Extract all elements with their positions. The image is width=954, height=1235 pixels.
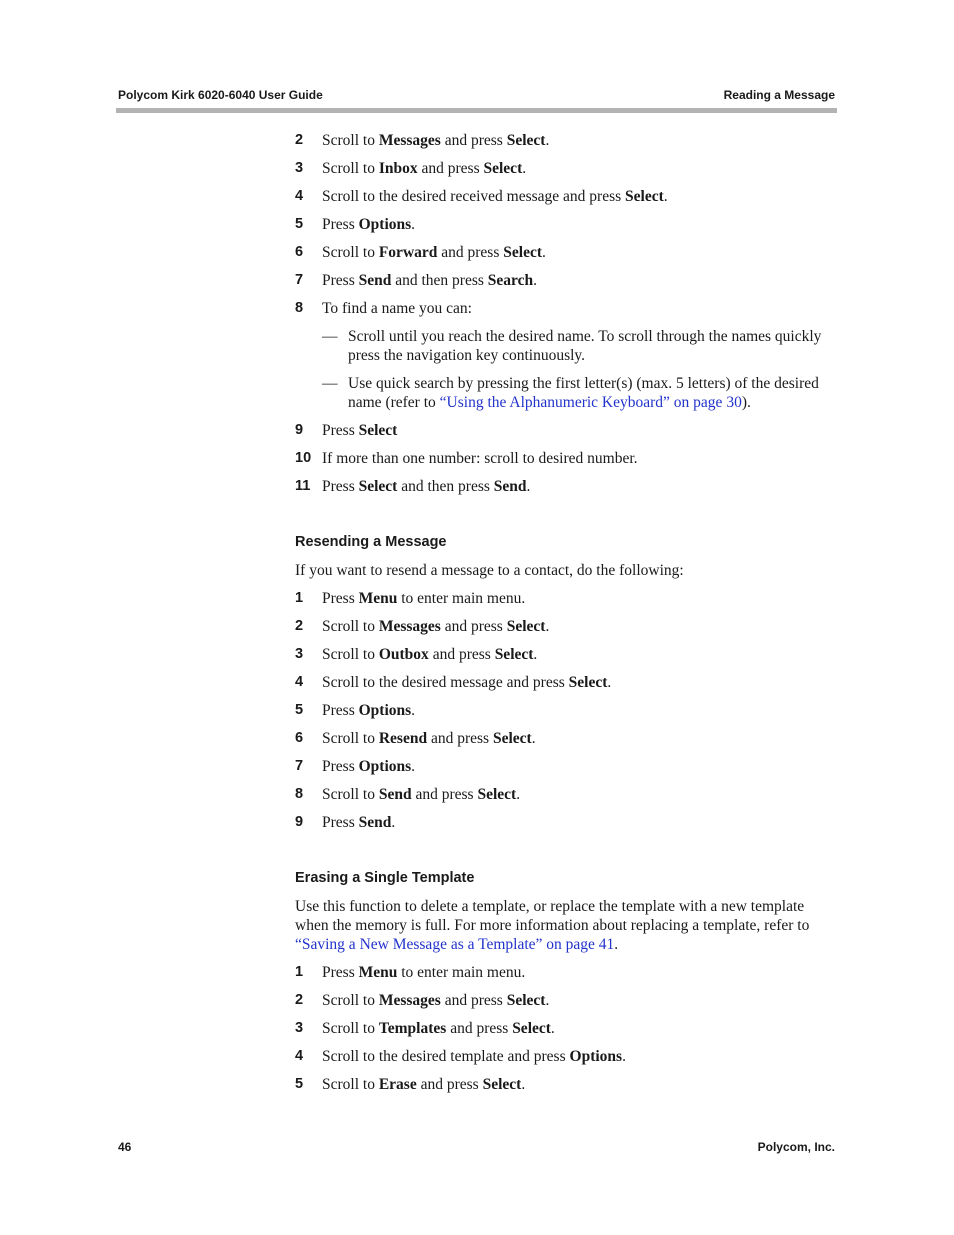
text-run: . (411, 702, 416, 719)
text-run: . (550, 1020, 555, 1037)
page-footer (118, 1140, 835, 1158)
bold-term: Send (493, 478, 527, 495)
text-run: and press (417, 160, 484, 177)
text-run: Scroll to (322, 730, 379, 747)
step-text (322, 160, 526, 177)
step-number: 3 (295, 646, 304, 662)
text-run: Scroll to (322, 244, 379, 261)
text-run: Press (322, 272, 359, 289)
step-text (322, 1076, 525, 1093)
sub-item (322, 374, 835, 412)
step-item (295, 299, 835, 318)
step-text (322, 814, 395, 831)
step-number: 6 (295, 244, 304, 260)
step-item (295, 645, 835, 664)
step-item (295, 813, 835, 832)
text-run: . (545, 132, 550, 149)
bold-term: Inbox (378, 160, 418, 177)
text-run: Scroll to (322, 160, 379, 177)
step-number: 1 (295, 964, 304, 980)
bold-term: Templates (378, 1020, 447, 1037)
step-text (322, 1020, 555, 1037)
step-number: 4 (295, 674, 304, 690)
resend-intro: If you want to resend a message to a contact, do the following: (295, 562, 684, 579)
cross-reference-link[interactable]: “Saving a New Message as a Template” on page 41 (295, 936, 615, 953)
text-run: Scroll to (322, 992, 379, 1009)
step-item (295, 449, 835, 468)
bold-term: Menu (358, 964, 398, 981)
step-number: 8 (295, 786, 304, 802)
bold-term: Select (506, 618, 546, 635)
step-text (322, 674, 611, 691)
step-item (295, 271, 835, 290)
step-number: 2 (295, 992, 304, 1008)
bold-term: Outbox (378, 646, 429, 663)
bold-term: Select (625, 188, 664, 205)
step-item (295, 589, 835, 608)
step-text (322, 618, 549, 635)
resend-heading: Resending a Message (295, 534, 447, 550)
bold-term: Send (358, 272, 392, 289)
bold-term: Options (569, 1048, 623, 1065)
step-item (295, 477, 835, 496)
bold-term: Select (482, 1076, 522, 1093)
header-rule (116, 108, 837, 113)
header-guide-title: Polycom Kirk 6020-6040 User Guide (118, 88, 323, 102)
step-text (322, 450, 638, 467)
step-item (295, 673, 835, 692)
sub-item-text (348, 328, 821, 364)
step-item (295, 1047, 835, 1066)
text-run: To find a name you can: (322, 300, 472, 317)
step-number: 7 (295, 272, 304, 288)
bold-term: Select (358, 422, 398, 439)
text-run: . (614, 936, 619, 953)
step-number: 4 (295, 1048, 304, 1064)
step-text (322, 590, 525, 607)
step-text (322, 300, 472, 317)
bold-term: Select (358, 478, 398, 495)
text-run: to enter main menu. (397, 590, 526, 607)
text-run: Scroll to the desired received message and press (322, 188, 626, 205)
text-run: and press (440, 132, 507, 149)
text-run: Scroll until you reach the desired name. To scroll through the names quickly press the navigation key continuously. (348, 328, 822, 364)
bold-term: Messages (378, 132, 441, 149)
text-run: . (411, 758, 416, 775)
step-item (295, 187, 835, 206)
bold-term: Send (358, 814, 392, 831)
text-run: . (526, 478, 531, 495)
footer-company: Polycom, Inc. (757, 1140, 835, 1154)
header-section-title: Reading a Message (723, 88, 835, 102)
step-item (295, 991, 835, 1010)
step-item (295, 421, 835, 440)
text-run: . (542, 244, 546, 261)
step-text (322, 244, 546, 261)
step-item (295, 159, 835, 178)
step-text (322, 422, 397, 439)
step-text (322, 272, 537, 289)
bold-term: Messages (378, 992, 441, 1009)
bold-term: Forward (378, 244, 438, 261)
step-item (295, 757, 835, 776)
step-number: 2 (295, 618, 304, 634)
bold-term: Select (512, 1020, 551, 1037)
text-run: Press (322, 814, 359, 831)
text-run: . (622, 1048, 626, 1065)
step-item (295, 215, 835, 234)
bold-term: Options (358, 216, 412, 233)
step-text (322, 132, 549, 149)
forward-step-list (295, 131, 835, 496)
step-text (322, 758, 415, 775)
step-text (322, 188, 668, 205)
step-text (322, 646, 537, 663)
bold-term: Select (477, 786, 517, 803)
step-item (295, 1075, 835, 1094)
text-run: Press (322, 422, 359, 439)
step-text (322, 478, 530, 495)
step-number: 5 (295, 216, 304, 232)
text-run: Press (322, 702, 359, 719)
text-run: Press (322, 758, 359, 775)
step-text (322, 1048, 626, 1065)
page-header (118, 88, 835, 106)
bold-term: Select (492, 730, 532, 747)
text-run: . (533, 646, 538, 663)
step-number: 8 (295, 300, 304, 316)
text-run: Press (322, 590, 359, 607)
page-number: 46 (118, 1140, 132, 1154)
step-item (295, 243, 835, 262)
step-item (295, 1019, 835, 1038)
page-content (295, 131, 835, 1103)
step-text (322, 730, 536, 747)
text-run: Scroll to (322, 1020, 379, 1037)
step-text (322, 702, 415, 719)
bold-term: Erase (378, 1076, 417, 1093)
text-run: Use quick search by pressing the first letter(s) (max. 5 letters) of the desired name (refer to (348, 375, 819, 411)
bold-term: Select (506, 992, 546, 1009)
text-run: Press (322, 216, 359, 233)
text-run: . (545, 618, 550, 635)
text-run: Scroll to (322, 618, 379, 635)
text-run: . (663, 188, 668, 205)
sub-item (322, 327, 835, 365)
step-number: 4 (295, 188, 304, 204)
step-item (295, 131, 835, 150)
text-run: . (391, 814, 396, 831)
step-number: 3 (295, 160, 304, 176)
step-text (322, 786, 520, 803)
step-number: 11 (295, 478, 311, 494)
text-run: and press (440, 992, 507, 1009)
step-number: 10 (295, 450, 312, 466)
step-item (295, 617, 835, 636)
text-run: Scroll to the desired template and press (322, 1048, 570, 1065)
erase-heading: Erasing a Single Template (295, 870, 475, 886)
step-number: 7 (295, 758, 304, 774)
step-number: 3 (295, 1020, 304, 1036)
text-run: . (521, 1076, 526, 1093)
text-run: and press (437, 244, 504, 261)
cross-reference-link[interactable]: “Using the Alphanumeric Keyboard” on page 30 (439, 394, 742, 411)
text-run: Scroll to (322, 646, 379, 663)
text-run: Press (322, 478, 359, 495)
text-run: . (522, 160, 527, 177)
text-run: . (545, 992, 550, 1009)
step-number: 2 (295, 132, 304, 148)
text-run: and then press (397, 478, 494, 495)
step-number: 1 (295, 590, 304, 606)
bold-term: Resend (378, 730, 428, 747)
step-text (322, 964, 525, 981)
step-number: 6 (295, 730, 304, 746)
dash-bullet: — (322, 375, 338, 392)
bold-term: Select (506, 132, 546, 149)
step-text (322, 216, 415, 233)
step-number: 9 (295, 422, 304, 438)
bold-term: Select (503, 244, 542, 261)
text-run: Scroll to (322, 1076, 379, 1093)
step-text (322, 992, 549, 1009)
text-run: . (607, 674, 612, 691)
sub-item-text (348, 375, 819, 411)
text-run: to enter main menu. (397, 964, 526, 981)
bold-term: Send (378, 786, 412, 803)
step-item (295, 701, 835, 720)
text-run: . (531, 730, 536, 747)
bold-term: Search (487, 272, 534, 289)
dash-bullet: — (322, 328, 338, 345)
text-run: and then press (391, 272, 488, 289)
bold-term: Select (483, 160, 523, 177)
text-run: . (533, 272, 538, 289)
text-run: ). (741, 394, 751, 411)
text-run: Scroll to the desired message and press (322, 674, 569, 691)
text-run: Scroll to (322, 786, 379, 803)
resend-step-list (295, 589, 835, 832)
bold-term: Select (494, 646, 534, 663)
text-run: If more than one number: scroll to desired number. (322, 450, 638, 467)
text-run: and press (446, 1020, 513, 1037)
text-run: Scroll to (322, 132, 379, 149)
text-run: and press (427, 730, 493, 747)
text-run: . (411, 216, 416, 233)
bold-term: Select (568, 674, 608, 691)
text-run: . (516, 786, 521, 803)
text-run: and press (411, 786, 478, 803)
text-run: and press (416, 1076, 483, 1093)
step-number: 5 (295, 702, 304, 718)
bold-term: Menu (358, 590, 398, 607)
erase-intro (295, 897, 835, 954)
bold-term: Messages (378, 618, 441, 635)
text-run: Press (322, 964, 359, 981)
step-item (295, 785, 835, 804)
step-item (295, 963, 835, 982)
text-run: and press (428, 646, 495, 663)
text-run: Use this function to delete a template, or replace the template with a new template when the memory is full. For more information about replacing a template, refer to (295, 898, 810, 934)
step-number: 5 (295, 1076, 304, 1092)
step-number: 9 (295, 814, 304, 830)
step-item (295, 729, 835, 748)
erase-step-list (295, 963, 835, 1094)
bold-term: Options (358, 702, 412, 719)
bold-term: Options (358, 758, 412, 775)
text-run: and press (440, 618, 507, 635)
